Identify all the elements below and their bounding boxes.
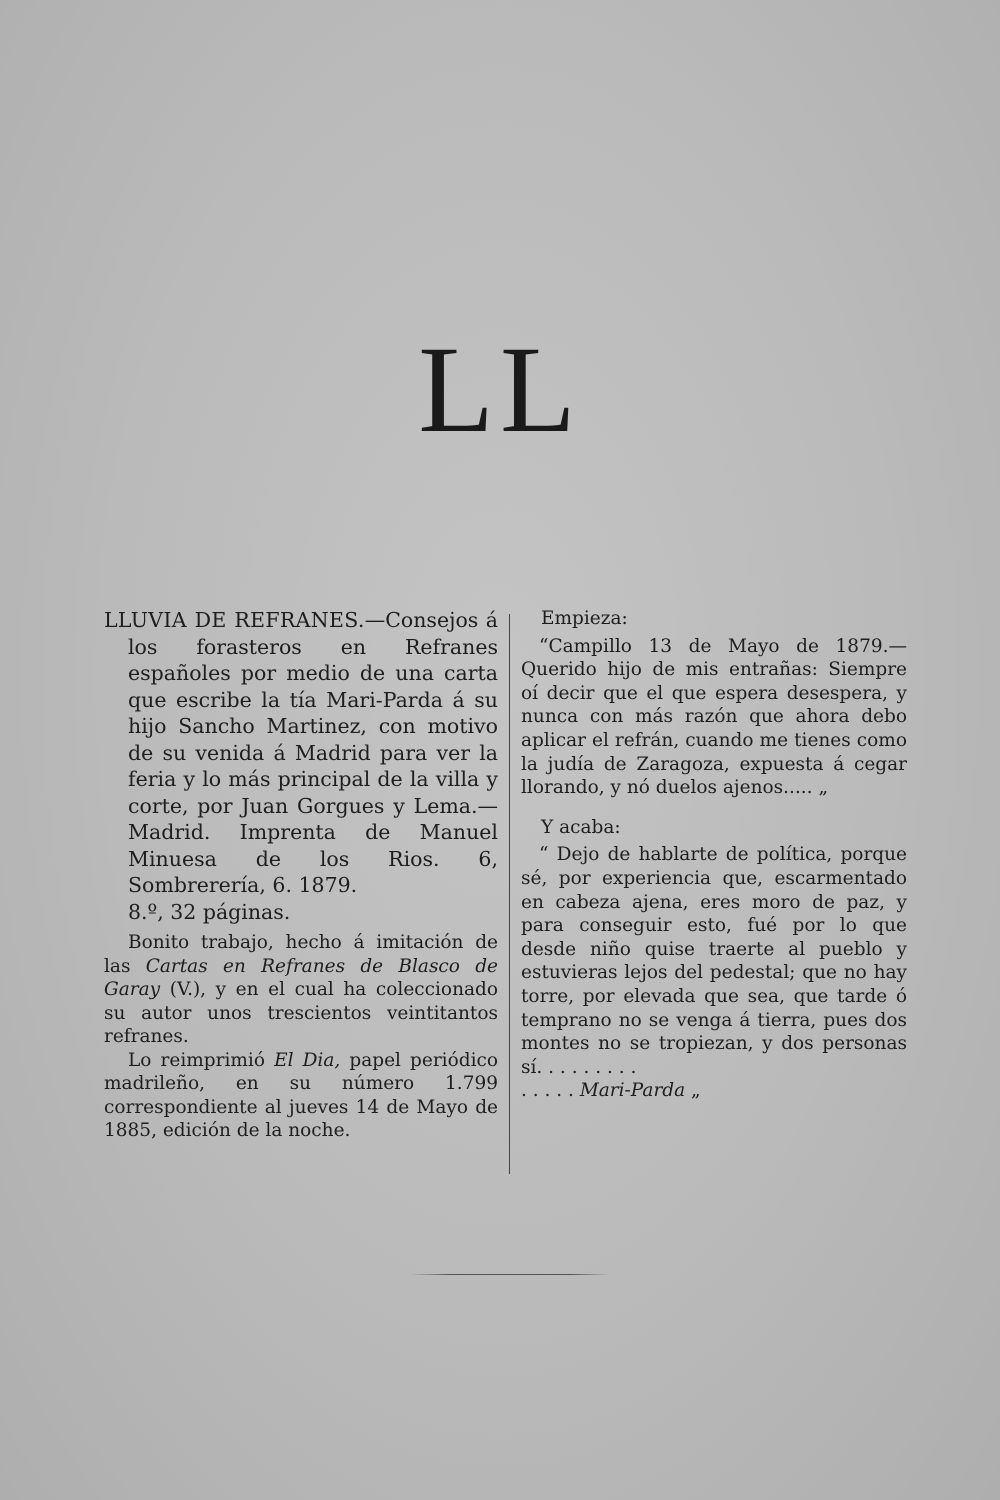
commentary-italic-title: Cartas en Refranes de Blasco de Garay (104, 955, 498, 1000)
left-column (104, 607, 498, 1143)
commentary-paragraph-1 (104, 931, 498, 1049)
signature-line (521, 1079, 907, 1103)
commentary-italic-title: El Dia, (274, 1049, 341, 1071)
commentary-text: Lo reimprimió (128, 1049, 275, 1071)
bottom-rule (410, 1274, 610, 1275)
entry-body: —Consejos á los forasteros en Refranes españoles por medio de una carta que escribe la tía Mari-Parda á su hijo Sancho Martinez, con motivo de su venida á Madrid para ver la feria y lo más principal de la villa y corte, por Juan Gorgues y Lema.—Madrid. Imprenta de Manuel Minuesa de los Rios. 6, Sombrerería, 6. 1879. (128, 608, 498, 897)
entry-format: 8.º, 32 páginas. (128, 899, 291, 924)
signature-name: Mari-Parda (579, 1080, 686, 1102)
signature-dots: . . . . . (521, 1080, 580, 1102)
right-column (521, 607, 907, 1103)
entry-heading: LLUVIA DE REFRANES. (104, 608, 365, 632)
begins-label: Empieza: (541, 608, 628, 629)
commentary-text: papel periódico madrileño, en su número 1.799 correspondiente al jueves 14 de Mayo de 1885, edición de la noche. (104, 1049, 498, 1141)
begins-quote: “Campillo 13 de Mayo de 1879.—Querido hijo de mis entrañas: Siempre oí decir que el que espera desespera, y nunca con más razón que ahora debo aplicar el refrán, cuando me tienes como la judía de Zaragoza, expuesta á cegar llorando, y nó duelos ajenos..... „ (521, 635, 907, 799)
commentary-paragraph-2 (104, 1049, 498, 1143)
section-letter-heading: LL (418, 321, 582, 458)
column-divider (509, 614, 510, 1174)
signature-close-quote: „ (685, 1080, 701, 1102)
commentary-text: (V.), y en el cual ha coleccionado su autor unos trescientos veintitantos refranes. (104, 979, 498, 1047)
commentary-text: Bonito trabajo, hecho á imitación de las (104, 932, 498, 977)
ends-quote: “ Dejo de hablarte de política, porque sé, por experiencia que, escarmentado en cabeza ajena, eres moro de paz, y para conseguir esto, fué por lo que desde niño quise traerte al pueblo y estuvieras lejos del pedestal; que no hay torre, por elevada que sea, que tarde ó temprano no se venga á tierra, pues dos montes no se tropiezan, y dos personas sí. . . . . . . . . (521, 844, 907, 1078)
ends-label: Y acaba: (541, 816, 621, 838)
bibliographic-entry (104, 607, 498, 925)
